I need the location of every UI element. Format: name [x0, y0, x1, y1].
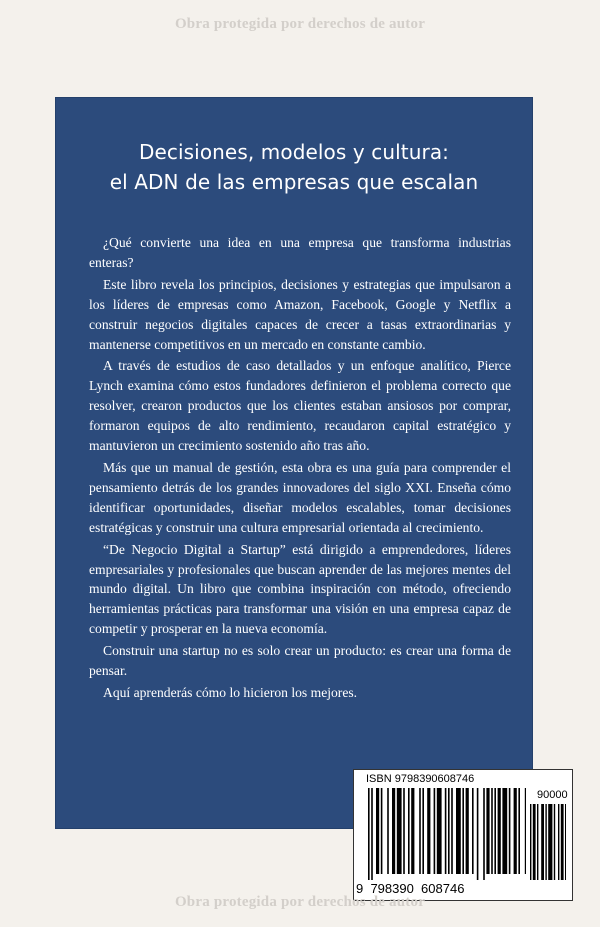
paragraph-more-than-manual: Más que un manual de gestión, esta obra es una guía para comprender el pensamiento detrás de los grandes innovadores del siglo XXI. Enseña cómo identificar oportunidades, diseñar modelos escalables, tomar decisiones estratégicas y construir una cultura empresarial orientada al crecimiento.	[89, 459, 511, 535]
isbn-digits: 9 798390 608746	[356, 881, 465, 896]
paragraph-audience: “De Negocio Digital a Startup” está dirigido a emprendedores, líderes empresariales y profesionales que buscan aprender de las mejores mentes del mundo digital. Un libro que combina inspiración con método, ofreciendo herramientas prácticas para transformar una visión en una empresa capaz de competir y prosperar en la nueva economía.	[89, 541, 511, 637]
barcode-main-bars	[368, 788, 526, 882]
synopsis	[89, 233, 511, 705]
back-cover-panel	[55, 97, 533, 829]
price-code: 90000	[537, 789, 568, 801]
cover-title	[55, 137, 533, 197]
watermark-bottom: Obra protegida por derechos de autor	[174, 894, 426, 910]
title-line-2: el ADN de las empresas que escalan	[109, 170, 479, 194]
paragraph-closing: Aquí aprenderás cómo lo hicieron los mejores.	[103, 684, 358, 700]
paragraph-case-studies: A través de estudios de caso detallados y un enfoque analítico, Pierce Lynch examina cómo estos fundadores definieron el problema correcto que resolver, crearon productos que los clientes estaban ansiosos por comprar, formaron equipos de alto rendimiento, recaudaron capital estratégico y mantuvieron un crecimiento sostenido año tras año.	[89, 358, 511, 454]
paragraph-intro-question: ¿Qué convierte una idea en una empresa que transforma industrias enteras?	[89, 235, 511, 270]
isbn-label: ISBN 9798390608746	[366, 773, 475, 785]
paragraph-book-reveals: Este libro revela los principios, decisiones y estrategias que impulsaron a los líderes de empresas como Amazon, Facebook, Google y Netflix a construir negocios digitales capaces de crecer a tasas extraordinarias y mantenerse competitivos en un mercado en constante cambio.	[89, 276, 511, 352]
isbn-barcode	[353, 769, 573, 901]
paragraph-build-startup: Construir una startup no es solo crear un producto: es crear una forma de pensar.	[89, 643, 511, 679]
title-line-1: Decisiones, modelos y cultura:	[138, 140, 450, 164]
barcode-addon-bars	[530, 804, 566, 880]
watermark-top: Obra protegida por derechos de autor	[174, 16, 426, 32]
